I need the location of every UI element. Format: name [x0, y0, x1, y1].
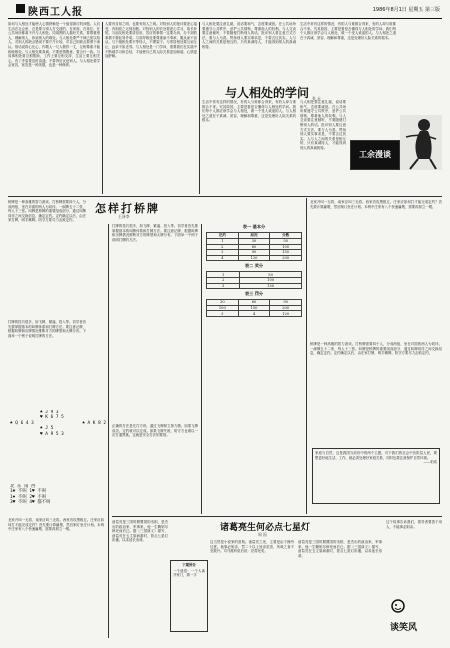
table-cell: 2	[207, 244, 239, 250]
table-cell: 30	[207, 300, 239, 306]
bottom-logo-text: 谈笑风	[390, 623, 418, 633]
table-cell: 200	[270, 255, 302, 261]
riddle-label: 下期预告	[182, 563, 196, 567]
score-table	[206, 232, 302, 261]
table-cell: 120	[238, 255, 270, 261]
table-cell: 1	[207, 272, 240, 278]
section-divider	[8, 196, 442, 197]
score-table-title-3: 表三 罚分	[244, 291, 264, 297]
table-cell: 100	[270, 244, 302, 250]
table-cell: 120	[270, 311, 302, 317]
note-author: ——柏希	[423, 460, 437, 465]
column-divider	[201, 224, 202, 514]
article-author: 张 永	[312, 96, 321, 101]
paper-title: 陕西工人报	[28, 7, 83, 18]
table-cell: 4	[238, 311, 270, 317]
table-cell: 200	[270, 305, 302, 311]
west-hand: ♠ Q 6 4 3	[10, 420, 34, 426]
table-row	[207, 283, 302, 289]
north-hand-hearts: ♥ K 6 7 5	[40, 415, 64, 421]
south-hand: ♠ J 5	[40, 426, 54, 432]
column-badge	[350, 140, 400, 170]
south-hand-hearts: ♥ A 9 5 3	[40, 431, 64, 437]
story-author: 周 国	[258, 532, 267, 537]
column-divider	[306, 198, 307, 514]
table-row	[207, 250, 302, 256]
table-header: 分数	[270, 233, 302, 239]
story-column-3: 诸葛亮是三国时期蜀国的丞相，是杰出的政治家、军事家。他一生鞠躬尽瘁死而后已。据《三国演义》描写，诸葛亮在五丈原病重时，曾点七星灯祈禳，以求延长寿命。	[298, 540, 382, 558]
table-cell: 3	[207, 250, 239, 256]
auction-row: 3♥ 不叫 4♥ 都不叫	[10, 500, 51, 506]
column-divider	[102, 22, 103, 194]
bridge-headline: 怎样打桥牌	[95, 202, 160, 215]
table-cell: 150	[238, 305, 270, 311]
cartoon-logo-icon	[390, 596, 442, 616]
east-hand: ♠ A K 8 2	[82, 420, 106, 426]
score-table-block	[206, 222, 302, 317]
table-cell: 50	[270, 239, 302, 245]
section-divider	[112, 516, 442, 517]
bridge-column-1c: 北家开叫一无将，南家应叫三无将。西家首攻黑桃五。庄家应如何打才能完成定约？首先要计算赢墩，然后制订坐庄计划。本例中庄家有八个快速赢墩，需要再树立一墩。	[8, 518, 104, 532]
table-row	[207, 300, 302, 306]
bridge-hand-diagram	[10, 410, 106, 480]
score-table-title-2: 表二 奖分	[244, 263, 264, 269]
table-cell: 150	[240, 283, 302, 289]
story-column-4: 这个故事告诉我们，领导者要善于用人，不能事必躬亲。	[386, 520, 442, 529]
bridge-auction	[10, 484, 106, 514]
bridge-column-2: 打牌的技巧很多，如飞牌、紧逼、投入等。初学者首先要掌握基本的叫牌体系和打牌方法。要注意记牌，根据叫牌和出牌情况推断对方的牌型和大牌分布。下面举一个例子说明打牌的方法。	[112, 224, 198, 242]
bridge-column-4: 桥牌是一种高雅的智力游戏。打桥牌需要四个人，分成两组，坐在对面的两人为同伴。一副牌五十二张，每人十三张。叫牌是桥牌的重要组成部分，通过叫牌同伴之间交换信息，确定定约。定约确定以后，由庄家打牌，明手摊牌。防守方要尽力击败定约。	[310, 342, 442, 356]
table-cell: 100	[207, 305, 239, 311]
article-column-2: 人要有自知之明，也要有知人之明。对待别人的批评要虚心接受，有则改之无则加勉。对待别人的长处要虚心学习，取长补短。与朋友相处要讲信用，答应的事情一定要办到，办不到的事情不要轻易许诺。与领导相处要尊重而不奉承，服从而不盲从。与下级相处要平等待人，不摆架子。与邻居相处要互谅互让，远亲不如近邻。与人相处是一门学问，需要我们在实践中不断地学习和总结，才能使自己的人际关系更加和谐，心情更加舒畅。	[105, 22, 197, 59]
issue-info: 1986年8月1日 星期五 第三版	[372, 7, 440, 13]
penalty-table	[206, 299, 302, 317]
article-column-3-top: 与人相处要注意礼貌，说话要和气，态度要诚恳。在公共场所要遵守公共秩序，爱护公共财物，尊重他人的权利。与人交谈要注意倾听，不要随便打断别人的话。批评别人要注意方式方法，要与人为善。赞扬别人要实事求是，不要言过其实。人与人之间的关系是相互的，只有真诚待人，才能得到别人的真诚相待。	[202, 22, 296, 49]
masthead	[8, 2, 442, 19]
column-divider	[199, 22, 200, 194]
table-cell: 90	[270, 300, 302, 306]
table-header: 定约	[207, 233, 239, 239]
article-column-5: 与人相处要注意礼貌，说话要和气，态度要诚恳。在公共场所要遵守公共秩序，爱护公共财物，尊重他人的权利。与人交谈要注意倾听，不要随便打断别人的话。批评别人要注意方式方法，要与人为善。赞扬别人要实事求是，不要言过其实。人与人之间的关系是相互的，只有真诚待人，才能得到别人的真诚相待。	[300, 100, 346, 150]
note-text: 家庭与自然，这是我国当前仍中的两个主题。对于我们的社会中各阶层人民，要想更好地生活、工作，就必须处理好家庭关系，同时也要注意保护自然环境。	[315, 451, 437, 460]
riddle-box	[170, 560, 208, 632]
auction-row: 1♣ 不叫 1♥ 不叫	[10, 489, 47, 495]
bridge-column-1b: 打牌的技巧很多，如飞牌、紧逼、投入等。初学者首先要掌握基本的叫牌体系和打牌方法。要注意记牌，根据叫牌和出牌情况推断对方的牌型和大牌分布。下面举一个例子说明打牌的方法。	[8, 320, 86, 338]
story-column-2: 这当然是小说家的虚构。诸葛亮之死，主要是由于操劳过度。他事必躬亲，罚二十以上皆亲览焉，所啖之食不至数升。司马懿听说后说：亮将死矣。	[210, 540, 294, 554]
table-row	[207, 305, 302, 311]
table-cell: 150	[270, 250, 302, 256]
table-row	[207, 311, 302, 317]
table-cell: 30	[238, 239, 270, 245]
column-label: 工余漫谈	[359, 150, 391, 159]
table-cell: 100	[240, 277, 302, 283]
score-table-title: 表一 基本分	[242, 224, 266, 229]
newspaper-logo-icon	[16, 4, 25, 13]
table-cell: 3	[207, 283, 240, 289]
table-cell: 3	[207, 311, 239, 317]
bottom-logo	[390, 596, 442, 636]
bonus-table	[206, 271, 302, 289]
article-column-4: 生活中常有这样的情况，有的人与谁都合得来，有的人却与谁都合不来。究其原因，主要是看是否懂得与人相处的学问。我们每个人都应该学会与人相处，做一个受人欢迎的人。与人相处之道在于真诚、宽容、理解和尊重，这是处理好人际关系的根本。	[300, 22, 396, 40]
table-row	[207, 255, 302, 261]
bridge-author: 王泽李	[118, 214, 130, 219]
column-illustration	[400, 115, 442, 170]
column-divider	[108, 224, 109, 638]
table-row	[207, 244, 302, 250]
table-cell: 60	[238, 244, 270, 250]
table-row	[207, 239, 302, 245]
story-headline: 诸葛亮生何必点七星灯	[220, 523, 311, 533]
bridge-column-1: 桥牌是一种高雅的智力游戏。打桥牌需要四个人，分成两组，坐在对面的两人为同伴。一副牌五十二张，每人十三张。叫牌是桥牌的重要组成部分，通过叫牌同伴之间交换信息，确定定约。定约确定以后，由庄家打牌，明手摊牌。防守方要尽力击败定约。	[8, 200, 86, 223]
table-cell: 50	[240, 272, 302, 278]
bridge-column-3: 北家开叫一无将，南家应叫三无将。西家首攻黑桃五。庄家应如何打才能完成定约？首先要计算赢墩，然后制订坐庄计划。本例中庄家有八个快速赢墩，需要再树立一墩。	[310, 200, 442, 209]
auction-row: 1♠ 不叫 2♥ 不叫	[10, 494, 47, 500]
story-column-1: 诸葛亮是三国时期蜀国的丞相，是杰出的政治家、军事家。他一生鞠躬尽瘁死而后已。据《三国演义》描写，诸葛亮在五丈原病重时，曾点七星灯祈禳，以求延长寿命。	[112, 520, 168, 543]
bridge-column-2b: 正确的打法是先打方块，通过飞牌树立第九墩。如果飞牌成功，定约就可以完成。如果飞牌失败，防守方也难以一次打通黑桃。这就是安全打法的要领。	[112, 424, 198, 438]
table-cell: 1	[207, 239, 239, 245]
table-cell: 60	[238, 300, 270, 306]
auction-header: 北 东 南 西	[10, 484, 36, 489]
article-column-3-bottom: 生活中常有这样的情况，有的人与谁都合得来，有的人却与谁都合不来。究其原因，主要是看是否懂得与人相处的学问。我们每个人都应该学会与人相处，做一个受人欢迎的人。与人相处之道在于真诚、宽容、理解和尊重，这是处理好人际关系的根本。	[202, 100, 296, 123]
article-headline: 与人相处的学问	[225, 86, 310, 100]
figure-illustration-icon	[400, 115, 442, 170]
article-column-1: 如何与人相处才能使人心情舒畅是一个值得探讨的问题。人们生活在社会里，总是要与别人打交道的，在家庭、在单位、在公共场所都离不开与人相处。同周围的人搞好关系，要尊重别人，理解别人，体谅别人的难处。与人相处要严于律己宽以待人，对别人的缺点错误不要斤斤计较，对自己的缺点要勇于承认。俗话说将心比心，你敬人一尺人敬你一丈，互相尊重才能和睦相处。与人相处要真诚，不要虚情假意，要言行一致。与同事相处要互相帮助，工作上要互相支持，生活上要互相关心，有了矛盾要及时沟通，不要背后议论别人。与人相处要学会宽容，宽容是一种美德，也是一种修养。	[8, 22, 100, 68]
table-cell: 2	[207, 277, 240, 283]
table-header: 局况	[238, 233, 270, 239]
note-box	[312, 448, 440, 504]
table-cell: 90	[238, 250, 270, 256]
north-hand: ♠ J 9 3	[40, 410, 59, 415]
riddle-text: 一个谜语：一个人离开家门，猜一字	[173, 568, 205, 578]
table-cell: 4	[207, 255, 239, 261]
